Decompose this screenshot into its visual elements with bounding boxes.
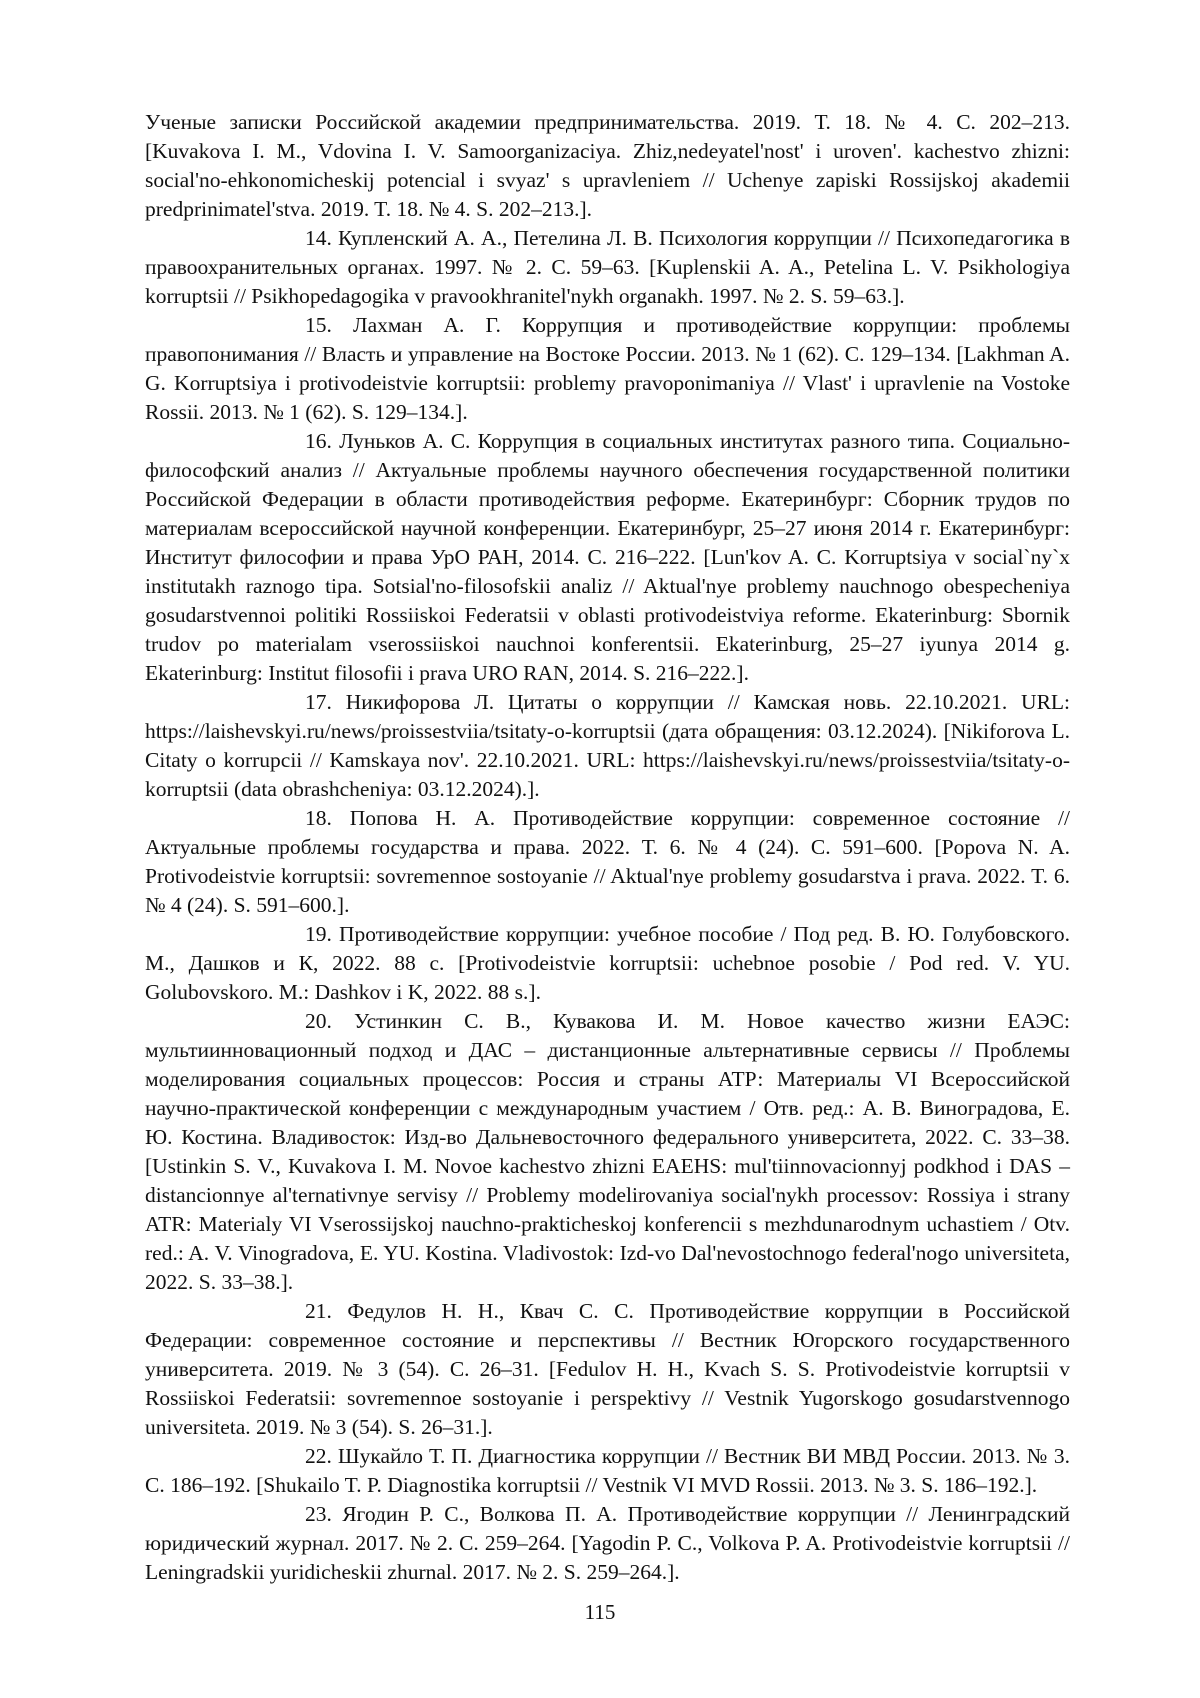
- reference-item-23: [145, 1500, 1070, 1587]
- reference-item-15: [145, 311, 1070, 427]
- reference-number: 20.: [305, 1009, 332, 1033]
- reference-text: Устинкин С. В., Кувакова И. М. Новое качество жизни ЕАЭС: мультиинновационный подход и ДАС – дистанционные альтернативные сервисы // Проблемы моделирования социальных процессов: Россия и страны АТР: Материалы VI Всероссийской научно-практической конференции с международным участием / Отв. ред.: А. В. Виноградова, Е. Ю. Костина. Владивосток: Изд-во Дальневосточного федерального университета, 2022. С. 33–38. [Ustinkin S. V., Kuvakova I. M. Novoe kachestvo zhizni EAEHS: mul'tiinnovacionnyj podkhod i DAS – distancionnye al'ternativnye servisy // Problemy modelirovaniya social'nykh processov: Rossiya i strany ATR: Materialy VI Vserossijskoj nauchno-prakticheskoj konferencii s mezhdunarodnym uchastiem / Otv. red.: A. V. Vinogradova, E. YU. Kostina. Vladivostok: Izd-vo Dal'nevostochnogo federal'nogo universiteta, 2022. S. 33–38.].: [145, 1009, 1070, 1294]
- reference-number: 21.: [305, 1299, 332, 1323]
- reference-number: 15.: [305, 313, 332, 337]
- reference-item-17: [145, 688, 1070, 804]
- reference-number: 19.: [305, 922, 332, 946]
- reference-text: Федулов Н. Н., Квач С. С. Противодействие коррупции в Российской Федерации: современное состояние и перспективы // Вестник Югорского государственного университета. 2019. № 3 (54). С. 26–31. [Fedulov H. H., Kvach S. S. Protivodeistvie korruptsii v Rossiiskoi Federatsii: sovremennoe sostoyanie i perspektivy // Vestnik Yugorskogo gosudarstvennogo universiteta. 2019. № 3 (54). S. 26–31.].: [145, 1299, 1071, 1439]
- reference-text: Ягодин Р. С., Волкова П. А. Противодействие коррупции // Ленинградский юридический журнал. 2017. № 2. С. 259–264. [Yagodin P. C., Volkova P. A. Protivodeistvie korruptsii // Leningradskii yuridicheskii zhurnal. 2017. № 2. S. 259–264.].: [145, 1502, 1070, 1584]
- reference-number: 16.: [305, 429, 332, 453]
- reference-text: Шукайло Т. П. Диагностика коррупции // Вестник ВИ МВД России. 2013. № 3. С. 186–192. [Shukailo T. P. Diagnostika korruptsii // Vestnik VI MVD Rossii. 2013. № 3. S. 186–192.].: [145, 1444, 1071, 1497]
- reference-text: Луньков А. С. Коррупция в социальных институтах разного типа. Социально-философский анализ // Актуальные проблемы научного обеспечения государственной политики Российской Федерации в области противодействия реформе. Екатеринбург: Сборник трудов по материалам всероссийской научной конференции. Екатеринбург, 25–27 июня 2014 г. Екатеринбург: Институт философии и права УрО РАН, 2014. С. 216–222. [Lun'kov A. C. Korruptsiya v social`ny`x institutakh raznogo tipa. Sotsial'no-filosofskii analiz // Aktual'nye problemy nauchnogo obespecheniya gosudarstvennoi politiki Rossiiskoi Federatsii v oblasti protivodeistviya reforme. Ekaterinburg: Sbornik trudov po materialam vserossiiskoi nauchnoi konferentsii. Ekaterinburg, 25–27 iyunya 2014 g. Ekaterinburg: Institut filosofii i prava URO RAN, 2014. S. 216–222.].: [145, 429, 1070, 685]
- reference-continuation: Ученые записки Российской академии предпринимательства. 2019. Т. 18. № 4. С. 202–213. [Kuvakova I. M., Vdovina I. V. Samoorganizaciya. Zhiz,nedeyatel'nost' i uroven'. kachestvo zhizni: social'no-ehkonomicheskij potencial i svyaz' s upravleniem // Uchenye zapiski Rossijskoj akademii predprinimatel'stva. 2019. T. 18. № 4. S. 202–213.].: [145, 110, 1070, 221]
- reference-item-20: [145, 1007, 1070, 1297]
- reference-number: 22.: [305, 1444, 332, 1468]
- page-number: 115: [584, 1600, 616, 1624]
- reference-item-22: [145, 1442, 1070, 1500]
- reference-item-16: [145, 427, 1070, 688]
- reference-text: Никифорова Л. Цитаты о коррупции // Камская новь. 22.10.2021. URL: https://laishevskyi.ru/news/proissestviia/tsitaty-o-korruptsii (дата обращения: 03.12.2024). [Nikiforova L. Citaty o korrupcii // Kamskaya nov'. 22.10.2021. URL: https://laishevskyi.ru/news/proissestviia/tsitaty-o-korruptsii (data obrashcheniya: 03.12.2024).].: [145, 690, 1071, 801]
- reference-list: [145, 108, 1070, 1587]
- reference-number: 17.: [305, 690, 332, 714]
- reference-text: Попова Н. А. Противодействие коррупции: современное состояние // Актуальные проблемы государства и права. 2022. Т. 6. № 4 (24). С. 591–600. [Popova N. A. Protivodeistvie korruptsii: sovremennoe sostoyanie // Aktual'nye problemy gosudarstva i prava. 2022. T. 6. № 4 (24). S. 591–600.].: [145, 806, 1070, 917]
- reference-text: Купленский А. А., Петелина Л. В. Психология коррупции // Психопедагогика в правоохранительных органах. 1997. № 2. С. 59–63. [Kuplenskii A. A., Petelina L. V. Psikhologiya korruptsii // Psikhopedagogika v pravookhranitel'nykh organakh. 1997. № 2. S. 59–63.].: [145, 226, 1071, 308]
- reference-text: Лахман А. Г. Коррупция и противодействие коррупции: проблемы правопонимания // Власть и управление на Востоке России. 2013. № 1 (62). С. 129–134. [Lakhman A. G. Korruptsiya i protivodeistvie korruptsii: problemy pravoponimaniya // Vlast' i upravlenie na Vostoke Rossii. 2013. № 1 (62). S. 129–134.].: [145, 313, 1070, 424]
- reference-item-19: [145, 920, 1070, 1007]
- reference-item-21: [145, 1297, 1070, 1442]
- reference-text: Противодействие коррупции: учебное пособие / Под ред. В. Ю. Голубовского. М., Дашков и К, 2022. 88 с. [Protivodeistvie korruptsii: uchebnoe posobie / Pod red. V. YU. Golubovskoro. M.: Dashkov i K, 2022. 88 s.].: [145, 922, 1070, 1004]
- reference-number: 23.: [305, 1502, 332, 1526]
- reference-item-18: [145, 804, 1070, 920]
- reference-item-14: [145, 224, 1070, 311]
- reference-number: 18.: [305, 806, 332, 830]
- reference-number: 14.: [305, 226, 332, 250]
